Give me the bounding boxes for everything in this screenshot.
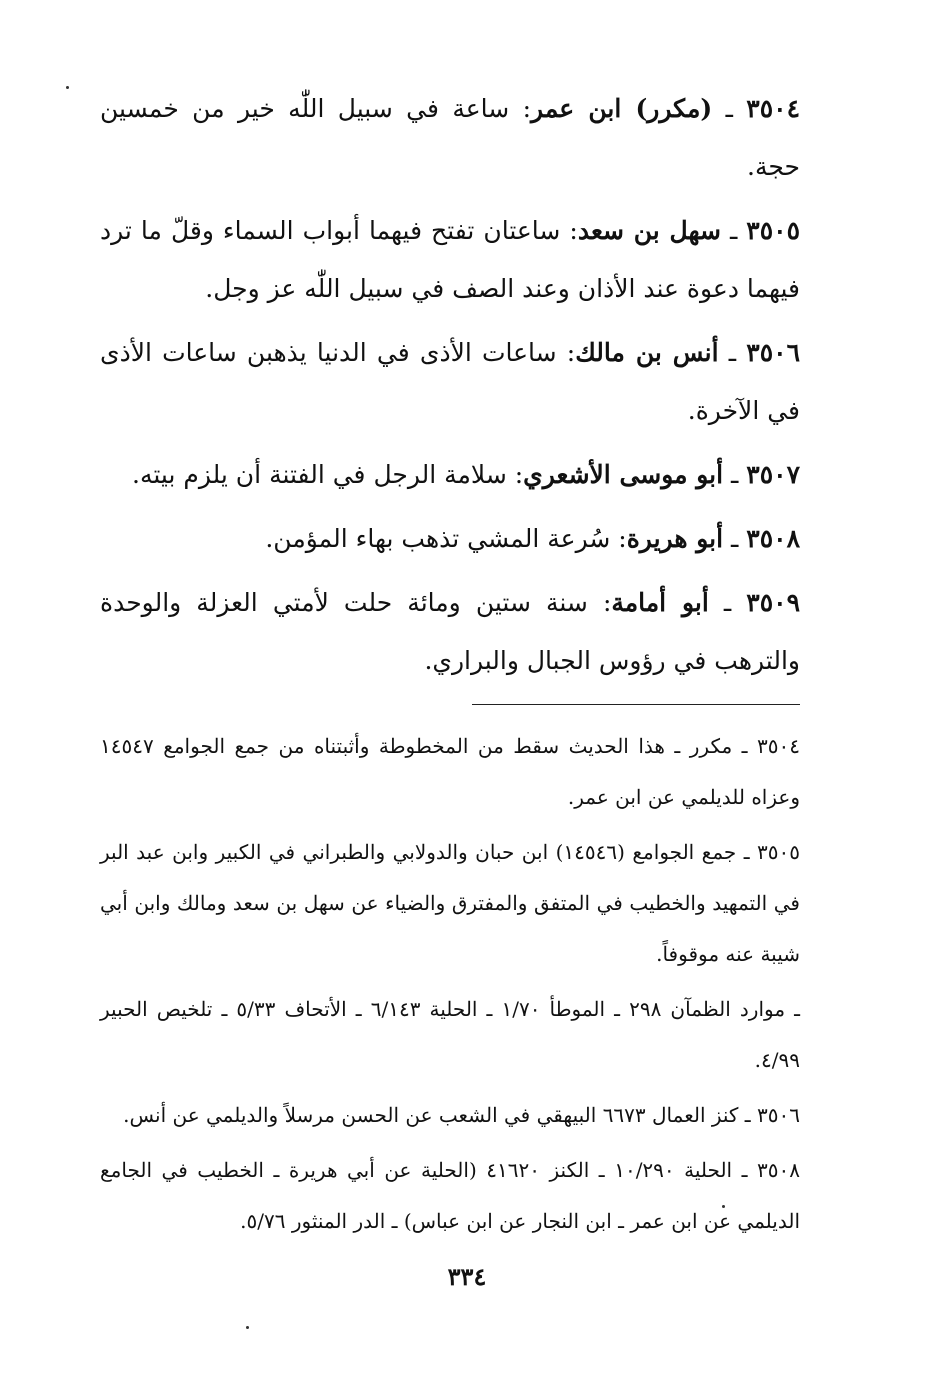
footnotes bbox=[100, 721, 800, 1247]
hadith-text: : سُرعة المشي تذهب بهاء المؤمن. bbox=[265, 524, 627, 553]
entry-separator: ـ bbox=[718, 338, 747, 367]
hadith-entry bbox=[100, 446, 800, 504]
entry-number: ٣٥٠٦ bbox=[746, 338, 801, 367]
entry-separator: ـ bbox=[708, 588, 747, 617]
hadith-entry bbox=[100, 324, 800, 440]
hadith-entry bbox=[100, 80, 800, 196]
hadith-entry bbox=[100, 510, 800, 568]
entry-separator: ـ bbox=[723, 460, 747, 489]
footnote: ٣٥٠٥ ـ جمع الجوامع (١٤٥٤٦) ابن حبان والدولابي والطبراني في الكبير وابن عبد البر في التمهيد والخطيب في المتفق والمفترق والضياء عن سهل بن سعد ومالك وابن أبي شيبة عنه موقوفاً. bbox=[100, 840, 801, 966]
hadith-text: : ساعتان تفتح فيهما أبواب السماء وقلّ ما ترد فيهما دعوة عند الأذان وعند الصف في سبيل اللّٰه عز وجل. bbox=[100, 216, 800, 303]
ink-speck bbox=[66, 86, 69, 89]
footnote: ٣٥٠٨ ـ الحلية ١٠/٢٩٠ ـ الكنز ٤١٦٢٠ (الحلية عن أبي هريرة ـ الخطيب في الجامع الديلمي عن ابن عمر ـ ابن النجار عن ابن عباس) ـ الدر المنثور ٥/٧٦. bbox=[100, 1158, 800, 1233]
footnote: ـ موارد الظمآن ٢٩٨ ـ الموطأ ١/٧٠ ـ الحلية ٦/١٤٣ ـ الأتحاف ٥/٣٣ ـ تلخيص الحبير ٤/٩٩. bbox=[100, 997, 801, 1072]
narrator-name: سهل بن سعد bbox=[577, 216, 721, 245]
ink-speck bbox=[246, 1326, 249, 1329]
footnote: ٣٥٠٤ ـ مكرر ـ هذا الحديث سقط من المخطوطة وأثبتناه من جمع الجوامع ١٤٥٤٧ وعزاه للديلمي عن ابن عمر. bbox=[100, 734, 800, 809]
hadith-entries bbox=[100, 80, 800, 690]
narrator-name: أبو أمامة bbox=[611, 588, 709, 617]
hadith-text: : ساعات الأذى في الدنيا يذهبن ساعات الأذى في الآخرة. bbox=[100, 338, 800, 425]
entry-separator: ـ bbox=[720, 216, 747, 245]
hadith-entry bbox=[100, 202, 800, 318]
entry-number: ٣٥٠٤ bbox=[746, 94, 800, 123]
hadith-text: : سلامة الرجل في الفتنة أن يلزم بيته. bbox=[132, 460, 524, 489]
hadith-text: : سنة ستين ومائة حلت لأمتي العزلة والوحدة والترهب في رؤوس الجبال والبراري. bbox=[100, 588, 800, 675]
hadith-text: : ساعة في سبيل اللّٰه خير من خمسين حجة. bbox=[100, 94, 800, 181]
entry-number: ٣٥٠٩ bbox=[746, 588, 800, 617]
entry-separator: ـ bbox=[723, 524, 747, 553]
footnote-divider bbox=[472, 704, 800, 705]
entry-number: ٣٥٠٧ bbox=[746, 460, 800, 489]
narrator-name: أبو موسى الأشعري bbox=[523, 460, 724, 489]
page-body bbox=[100, 80, 800, 1310]
hadith-entry bbox=[100, 574, 800, 690]
entry-separator: ـ bbox=[712, 94, 747, 123]
entry-number: ٣٥٠٨ bbox=[746, 524, 800, 553]
narrator-name: (مكرر) ابن عمر bbox=[531, 94, 713, 123]
page-number: ٣٣٤ bbox=[447, 1262, 487, 1291]
narrator-name: أبو هريرة bbox=[626, 524, 724, 553]
entry-number: ٣٥٠٥ bbox=[746, 216, 801, 245]
narrator-name: أنس بن مالك bbox=[575, 338, 719, 367]
footnote: ٣٥٠٦ ـ كنز العمال ٦٦٧٣ البيهقي في الشعب عن الحسن مرسلاً والديلمي عن أنس. bbox=[123, 1103, 800, 1127]
ink-speck bbox=[722, 1205, 725, 1208]
